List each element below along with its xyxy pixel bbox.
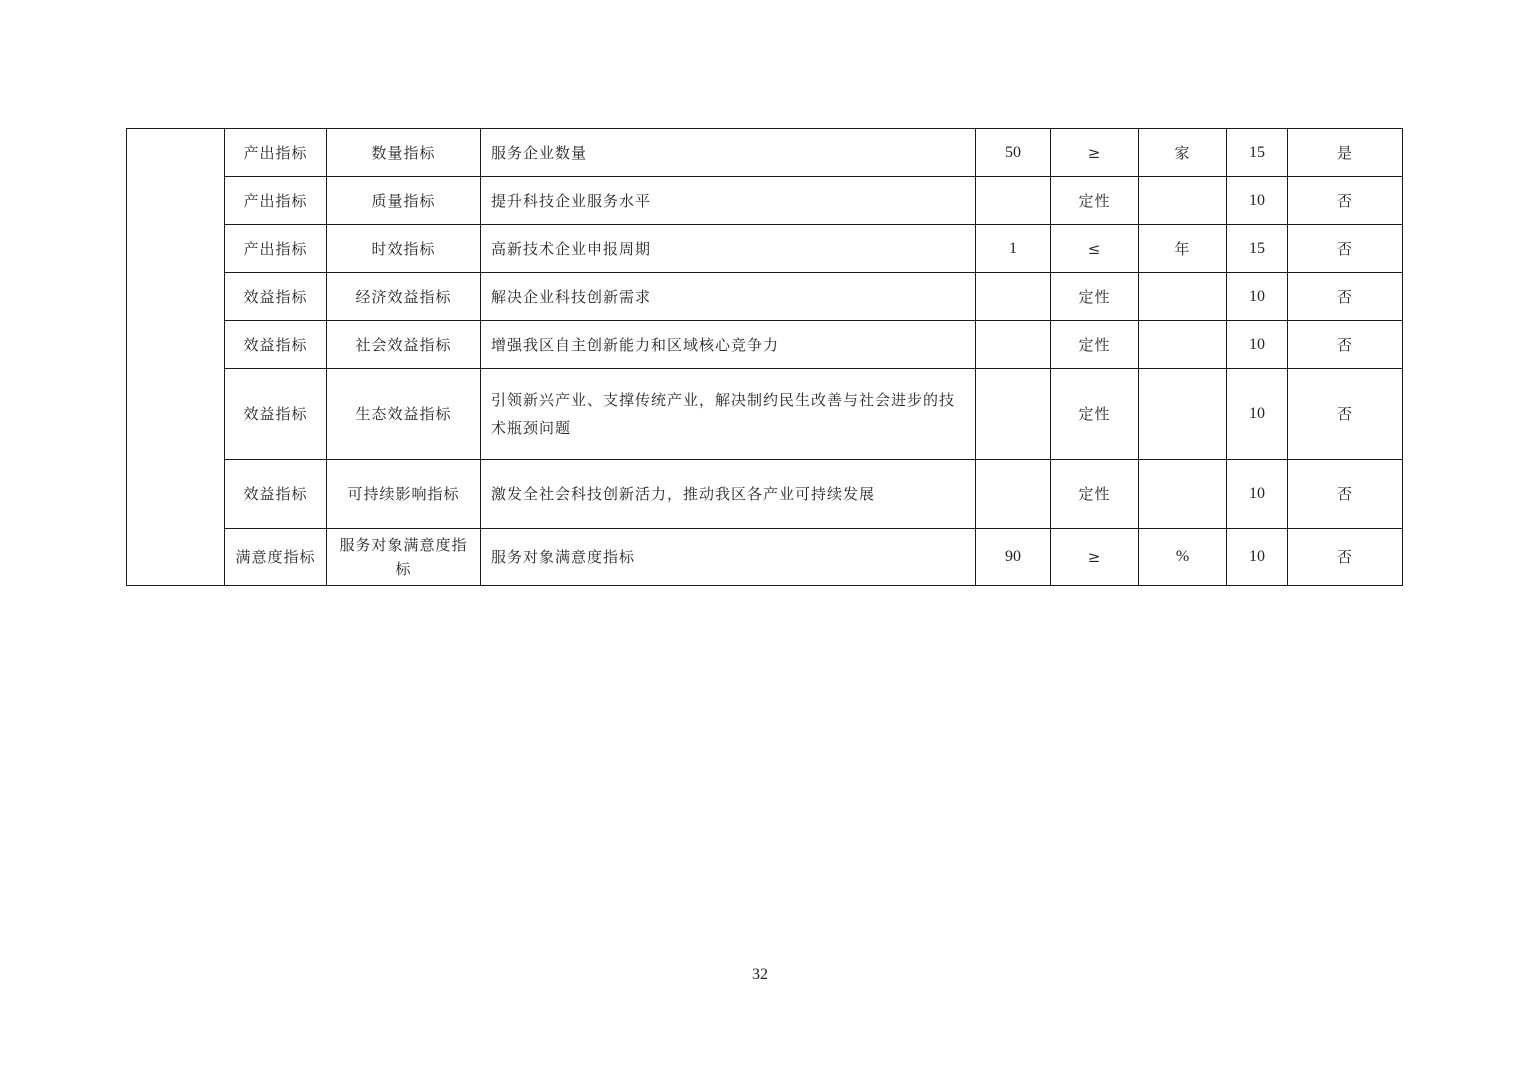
level2-cell: 经济效益指标	[327, 273, 481, 321]
table-row	[127, 529, 1403, 586]
weight-cell: 10	[1227, 369, 1288, 460]
level3-cell: 服务对象满意度指标	[481, 529, 976, 586]
unit-cell	[1139, 369, 1227, 460]
value-cell	[976, 369, 1051, 460]
operator-cell: 定性	[1051, 321, 1139, 369]
level3-cell: 高新技术企业申报周期	[481, 225, 976, 273]
level2-cell: 生态效益指标	[327, 369, 481, 460]
merged-blank-cell	[127, 129, 225, 586]
core-indicator-cell: 否	[1288, 321, 1403, 369]
weight-cell: 10	[1227, 273, 1288, 321]
level3-cell: 提升科技企业服务水平	[481, 177, 976, 225]
operator-cell: 定性	[1051, 460, 1139, 529]
core-indicator-cell: 否	[1288, 177, 1403, 225]
level3-cell: 服务企业数量	[481, 129, 976, 177]
unit-cell	[1139, 460, 1227, 529]
core-indicator-cell: 是	[1288, 129, 1403, 177]
operator-cell: 定性	[1051, 369, 1139, 460]
weight-cell: 15	[1227, 129, 1288, 177]
level2-cell: 数量指标	[327, 129, 481, 177]
level1-cell: 产出指标	[225, 225, 327, 273]
level2-cell: 时效指标	[327, 225, 481, 273]
weight-cell: 10	[1227, 529, 1288, 586]
level3-cell: 激发全社会科技创新活力，推动我区各产业可持续发展	[481, 460, 976, 529]
level2-cell: 质量指标	[327, 177, 481, 225]
unit-cell: %	[1139, 529, 1227, 586]
operator-cell: ≤	[1051, 225, 1139, 273]
level2-cell: 可持续影响指标	[327, 460, 481, 529]
table-row	[127, 273, 1403, 321]
operator-cell: ≥	[1051, 529, 1139, 586]
operator-cell: 定性	[1051, 273, 1139, 321]
core-indicator-cell: 否	[1288, 273, 1403, 321]
value-cell	[976, 460, 1051, 529]
value-cell	[976, 273, 1051, 321]
unit-cell: 家	[1139, 129, 1227, 177]
value-cell: 90	[976, 529, 1051, 586]
unit-cell: 年	[1139, 225, 1227, 273]
level1-cell: 产出指标	[225, 177, 327, 225]
level1-cell: 产出指标	[225, 129, 327, 177]
level3-cell: 引领新兴产业、支撑传统产业，解决制约民生改善与社会进步的技术瓶颈问题	[481, 369, 976, 460]
operator-cell: ≥	[1051, 129, 1139, 177]
weight-cell: 10	[1227, 321, 1288, 369]
value-cell: 50	[976, 129, 1051, 177]
unit-cell	[1139, 177, 1227, 225]
value-cell: 1	[976, 225, 1051, 273]
table-row	[127, 369, 1403, 460]
value-cell	[976, 321, 1051, 369]
level2-cell: 服务对象满意度指标	[327, 529, 481, 586]
operator-cell: 定性	[1051, 177, 1139, 225]
unit-cell	[1139, 321, 1227, 369]
table-row	[127, 177, 1403, 225]
level1-cell: 效益指标	[225, 369, 327, 460]
core-indicator-cell: 否	[1288, 529, 1403, 586]
level1-cell: 效益指标	[225, 273, 327, 321]
level1-cell: 效益指标	[225, 460, 327, 529]
level1-cell: 满意度指标	[225, 529, 327, 586]
core-indicator-cell: 否	[1288, 225, 1403, 273]
value-cell	[976, 177, 1051, 225]
level3-cell: 增强我区自主创新能力和区域核心竞争力	[481, 321, 976, 369]
core-indicator-cell: 否	[1288, 369, 1403, 460]
level3-cell: 解决企业科技创新需求	[481, 273, 976, 321]
core-indicator-cell: 否	[1288, 460, 1403, 529]
weight-cell: 10	[1227, 460, 1288, 529]
table-row	[127, 129, 1403, 177]
performance-indicator-table	[126, 128, 1403, 586]
unit-cell	[1139, 273, 1227, 321]
weight-cell: 10	[1227, 177, 1288, 225]
weight-cell: 15	[1227, 225, 1288, 273]
table-row	[127, 321, 1403, 369]
level2-cell: 社会效益指标	[327, 321, 481, 369]
page-number: 32	[752, 966, 768, 983]
table-row	[127, 460, 1403, 529]
table-row	[127, 225, 1403, 273]
level1-cell: 效益指标	[225, 321, 327, 369]
